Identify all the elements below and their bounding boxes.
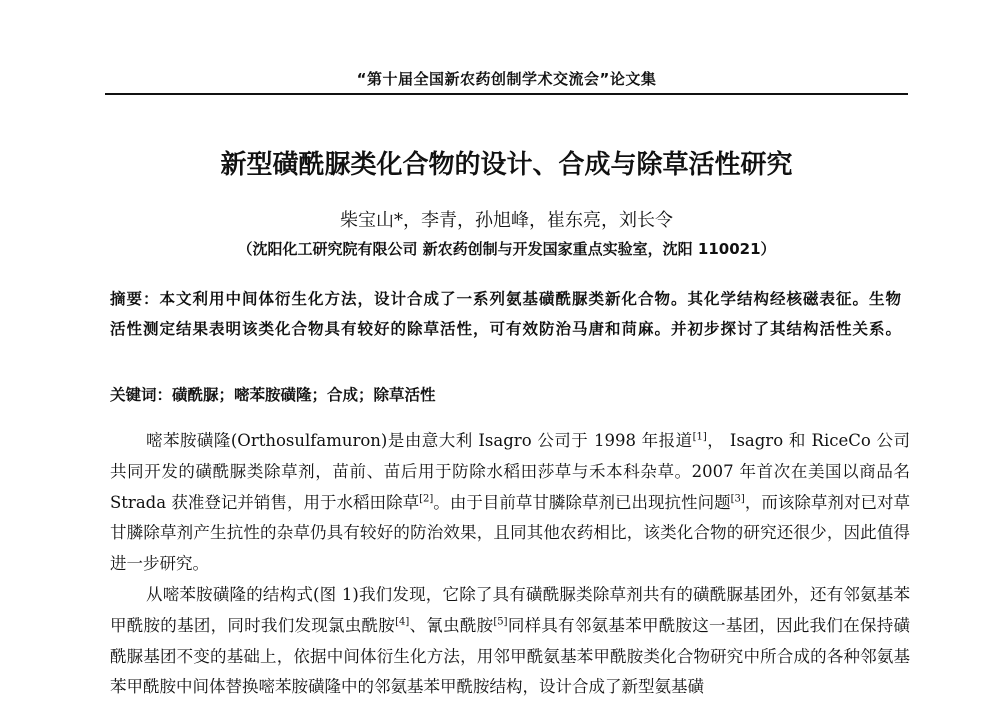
paper-authors: 柴宝山*，李青，孙旭峰，崔东亮，刘长令 bbox=[340, 210, 673, 231]
citation-5[interactable]: [5] bbox=[493, 616, 508, 628]
citation-4[interactable]: [4] bbox=[395, 616, 410, 628]
p1-text-c: 。由于目前草甘膦除草剂已出现抗性问题 bbox=[433, 492, 731, 512]
p2-text-c: 同样具有邻氨基苯甲酰胺这一基团，因此我们在保持磺酰脲基团不变的基础上，依据中间体衍生化方法，用邻甲酰氨基苯甲酰胺类化合物研究中所合成的各种邻氨基苯甲酰胺中间体替换嘧苯胺磺隆中的邻氨基苯甲酰胺结构，设计合成了新型氨基磺 bbox=[110, 615, 911, 697]
header-rule bbox=[105, 93, 908, 95]
p1-text-a: 嘧苯胺磺隆(Orthosulfamuron)是由意大利 Isagro 公司于 1998 年报道 bbox=[146, 431, 693, 450]
keywords bbox=[110, 383, 910, 405]
citation-3[interactable]: [3] bbox=[730, 493, 745, 505]
paper-title: 新型磺酰脲类化合物的设计、合成与除草活性研究 bbox=[220, 150, 793, 180]
body-text bbox=[110, 426, 910, 703]
paper-affiliation: （沈阳化工研究院有限公司 新农药创制与开发国家重点实验室，沈阳 110021） bbox=[237, 240, 776, 258]
keywords-label: 关键词： bbox=[110, 386, 173, 404]
running-header: “第十届全国新农药创制学术交流会”论文集 bbox=[356, 70, 657, 88]
abstract bbox=[110, 284, 910, 344]
citation-1[interactable]: [1] bbox=[692, 431, 707, 443]
paragraph-2 bbox=[110, 580, 910, 703]
p2-text-a: 从嘧苯胺磺隆的结构式(图 1)我们发现，它除了具有磺酰脲类除草剂共有的磺酰脲基团外，还有邻氨基苯甲酰胺的基团，同时我们发现氯虫酰胺 bbox=[110, 584, 910, 635]
abstract-label: 摘要： bbox=[110, 290, 160, 308]
p1-text-d: ，而该除草剂对已对草甘膦除草剂产生抗性的杂草仍具有较好的防治效果，且同其他农药相比，该类化合物的研究还很少，因此值得进一步研究。 bbox=[110, 492, 911, 574]
paragraph-1 bbox=[110, 426, 910, 580]
abstract-text: 本文利用中间体衍生化方法，设计合成了一系列氨基磺酰脲类新化合物。其化学结构经核磁表征。生物活性测定结果表明该类化合物具有较好的除草活性，可有效防治马唐和苘麻。并初步探讨了其结构活性关系。 bbox=[110, 290, 903, 338]
keywords-text: 磺酰脲；嘧苯胺磺隆；合成；除草活性 bbox=[172, 386, 436, 404]
p2-text-b: 、氰虫酰胺 bbox=[409, 615, 494, 635]
p1-text-b: ， Isagro 和 RiceCo 公司共同开发的磺酰脲类除草剂，苗前、苗后用于防除水稻田莎草与禾本科杂草。2007 年首次在美国以商品名 Strada 获准登记并销售，用于水稻田除草 bbox=[110, 431, 910, 512]
citation-2[interactable]: [2] bbox=[419, 493, 434, 505]
